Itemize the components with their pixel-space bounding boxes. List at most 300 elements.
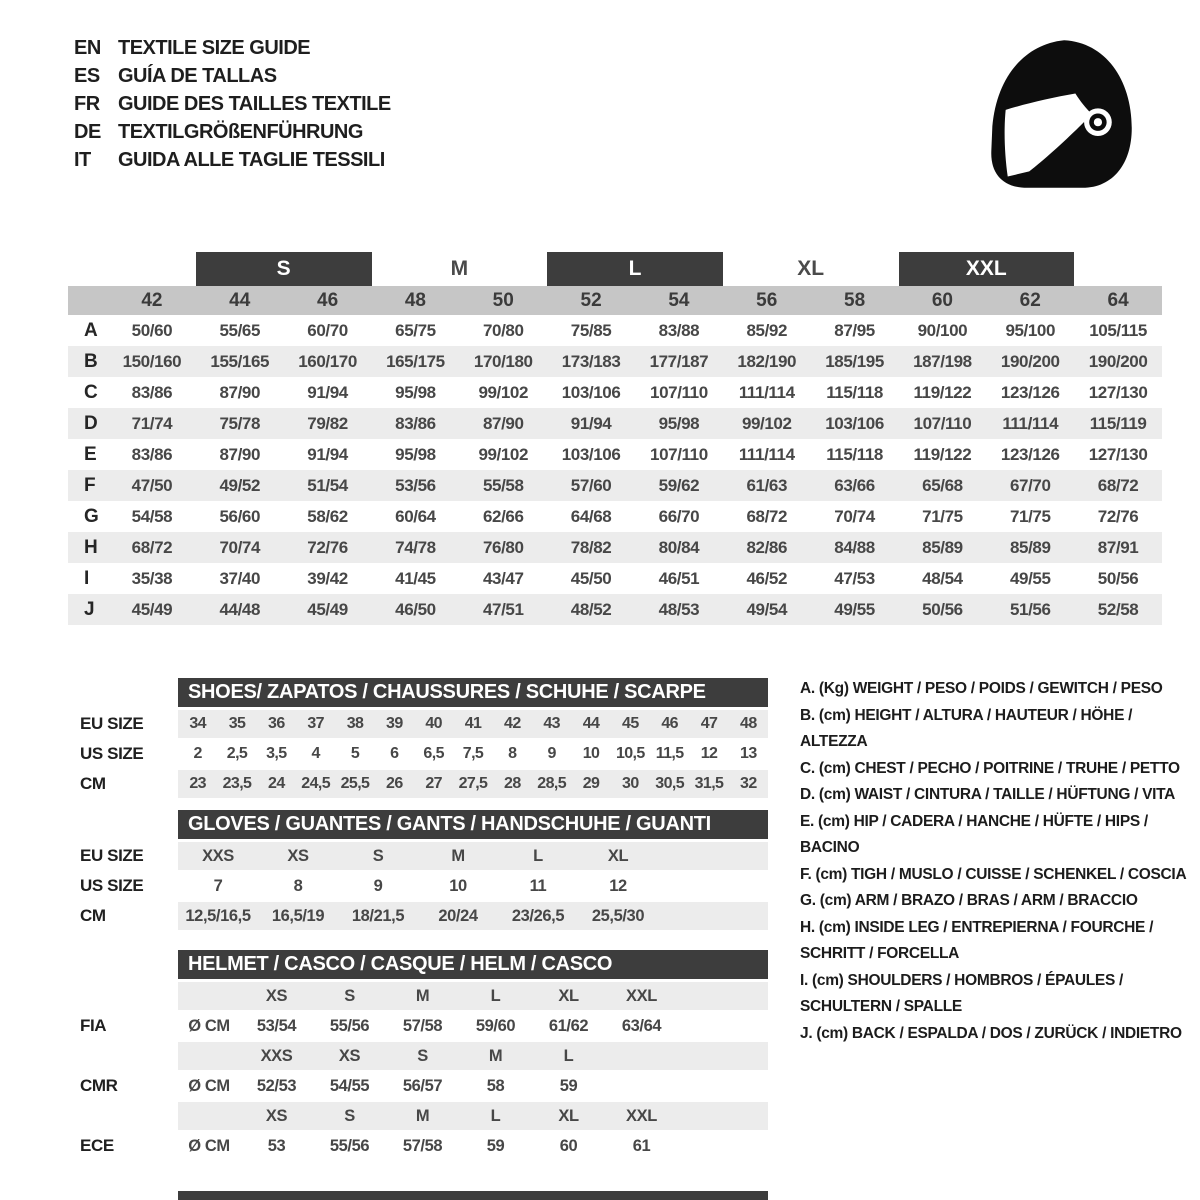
measurement-value: 105/115 [1089, 320, 1147, 340]
legend-item: F. (cm) TIGH / MUSLO / CUISSE / SCHENKEL / COSCIA [800, 865, 1187, 883]
shoe-size-value: 23 [189, 775, 206, 792]
helmet-size-values-grid [178, 1072, 768, 1100]
shoe-size-values-grid [178, 740, 768, 768]
gloves-rows [80, 842, 768, 930]
glove-size-value: 23/26,5 [511, 906, 565, 925]
legend-item: D. (cm) WAIST / CINTURA / TAILLE / HÜFTUNG / VITA [800, 786, 1176, 803]
helmet-size-value: L [563, 1046, 574, 1065]
helmet-size-value: 59/60 [475, 1016, 516, 1035]
measurement-value: 87/91 [1097, 537, 1139, 557]
shoe-size-value: 28,5 [537, 775, 567, 792]
language-row [74, 146, 391, 174]
shoe-size-row-values [178, 770, 768, 798]
measurement-value: 95/98 [395, 382, 436, 402]
textile-size-table [68, 252, 1162, 625]
shoe-size-row [80, 740, 768, 768]
helmet-size-row-label [80, 982, 178, 1010]
measurement-value: 173/183 [561, 351, 621, 371]
measurement-value: 95/98 [395, 444, 436, 464]
numeric-size: 42 [141, 289, 163, 311]
numeric-size: 56 [756, 289, 778, 311]
measurement-value: 79/82 [307, 413, 348, 433]
language-row [74, 90, 391, 118]
helmet-size-value: Ø CM [188, 1076, 230, 1095]
measurement-value: 52/58 [1097, 599, 1139, 619]
measurement-value: 60/70 [307, 320, 348, 340]
measurement-row-label: B [84, 350, 98, 372]
helmet-size-value: XL [558, 986, 579, 1005]
helmet-size-row-label: FIA [80, 1016, 107, 1035]
shoes-rows [80, 710, 768, 798]
helmet-size-value [178, 982, 240, 1010]
helmet-size-value [178, 1042, 240, 1070]
helmet-size-row-values [178, 1042, 768, 1070]
measurement-value: 46/51 [658, 568, 700, 588]
measurement-value: 47/51 [482, 599, 524, 619]
helmet-size-row [80, 1012, 768, 1040]
size-group-m: M [450, 257, 469, 280]
measurement-value: 49/54 [746, 599, 788, 619]
measurement-legend [800, 676, 1200, 1047]
measurement-value: 84/88 [834, 537, 875, 557]
measurement-value: 107/110 [913, 413, 972, 433]
glove-size-row-values [178, 872, 768, 900]
legend-item: E. (cm) HIP / CADERA / HANCHE / HÜFTE / HIPS / BACINO [800, 812, 1148, 856]
helmet-size-values-grid [178, 1102, 768, 1130]
legend-item: A. (Kg) WEIGHT / PESO / POIDS / GEWITCH / PESO [800, 680, 1163, 697]
measurement-value: 66/70 [658, 506, 700, 526]
measurement-value: 107/110 [650, 444, 708, 464]
shoe-size-value: 28 [504, 775, 521, 792]
measurement-value: 46/50 [395, 599, 436, 619]
measurement-value: 83/88 [658, 320, 700, 340]
measurement-value: 62/66 [482, 506, 524, 526]
helmet-size-value: XXS [260, 1046, 293, 1065]
gloves-section [80, 810, 768, 932]
helmet-size-value: L [490, 1106, 501, 1125]
numeric-size: 52 [580, 289, 602, 311]
glove-size-value: 25,5/30 [591, 906, 645, 925]
measurement-value: 51/56 [1009, 599, 1051, 619]
language-code: IT [74, 148, 91, 171]
shoe-size-row [80, 710, 768, 738]
truncated-section-bar [178, 1191, 768, 1200]
shoe-size-value: 10 [582, 745, 600, 762]
measurement-rows [68, 315, 1162, 625]
shoe-size-row [80, 770, 768, 798]
measurement-value: 44/48 [219, 599, 261, 619]
shoe-size-value: 34 [189, 715, 206, 732]
measurement-value: 150/160 [122, 351, 182, 371]
glove-size-value: S [372, 846, 384, 865]
shoe-size-value: 13 [740, 745, 757, 762]
measurement-value: 78/82 [570, 537, 612, 557]
helmet-size-value: 54/55 [329, 1076, 370, 1095]
measurement-value: 60/64 [395, 506, 436, 526]
measurement-value: 91/94 [570, 413, 612, 433]
measurement-row [68, 439, 1162, 470]
glove-size-row [80, 842, 768, 870]
glove-size-value: XXS [202, 846, 234, 865]
measurement-value: 83/86 [395, 413, 436, 433]
shoe-size-value: 9 [547, 745, 556, 762]
language-code: ES [74, 64, 100, 87]
measurement-value: 90/100 [917, 320, 968, 340]
helmet-size-value: 53 [267, 1136, 286, 1155]
measurement-row [68, 315, 1162, 346]
numeric-size: 64 [1107, 289, 1129, 311]
shoe-size-value: 32 [740, 775, 757, 792]
helmet-size-row-label: ECE [80, 1136, 114, 1155]
measurement-value: 45/49 [131, 599, 173, 619]
shoe-size-values-grid [178, 770, 768, 798]
measurement-value: 99/102 [741, 413, 792, 433]
helmet-size-value: S [344, 1106, 355, 1125]
measurement-value: 123/126 [1000, 444, 1060, 464]
helmet-size-value: L [490, 986, 501, 1005]
measurement-value: 190/200 [1000, 351, 1060, 371]
measurement-value: 50/60 [131, 320, 173, 340]
glove-size-row-values [178, 902, 768, 930]
shoe-size-value: 25,5 [340, 775, 370, 792]
language-row [74, 34, 391, 62]
measurement-value: 72/76 [1097, 506, 1139, 526]
shoe-size-value: 36 [268, 715, 285, 732]
measurement-value: 170/180 [473, 351, 533, 371]
helmet-size-value: XXL [626, 1106, 657, 1125]
measurement-value: 35/38 [131, 568, 173, 588]
measurement-value: 45/49 [307, 599, 348, 619]
measurement-value: 111/114 [1002, 413, 1059, 433]
numeric-size: 50 [492, 289, 514, 311]
helmet-size-value: 52/53 [256, 1076, 297, 1095]
measurement-value: 55/58 [482, 475, 524, 495]
measurement-value: 48/54 [922, 568, 963, 588]
measurement-row [68, 563, 1162, 594]
numeric-size: 54 [668, 289, 690, 311]
measurement-value: 67/70 [1009, 475, 1051, 495]
measurement-value: 123/126 [1000, 382, 1060, 402]
measurement-value: 56/60 [219, 506, 261, 526]
shoe-size-value: 44 [582, 715, 600, 732]
measurement-row-label: I [84, 567, 90, 589]
helmet-size-values-grid [178, 982, 768, 1010]
shoe-size-value: 29 [582, 775, 600, 792]
shoe-size-values-grid [178, 710, 768, 738]
measurement-value: 47/50 [131, 475, 173, 495]
measurement-value: 83/86 [131, 444, 173, 464]
measurement-value: 45/50 [570, 568, 612, 588]
legend-item: G. (cm) ARM / BRAZO / BRAS / ARM / BRACCIO [800, 892, 1138, 909]
numeric-size-band [68, 286, 1162, 315]
shoe-size-row-label: EU SIZE [80, 714, 144, 733]
guide-title: GUIDA ALLE TAGLIE TESSILI [118, 148, 385, 171]
measurement-value: 54/58 [131, 506, 173, 526]
helmet-size-row [80, 1042, 768, 1070]
measurement-value: 70/74 [219, 537, 261, 557]
shoe-size-value: 46 [661, 715, 678, 732]
glove-size-value: 8 [293, 876, 303, 895]
measurement-value: 70/74 [834, 506, 875, 526]
measurement-value: 190/200 [1088, 351, 1148, 371]
measurement-value: 68/72 [1097, 475, 1139, 495]
shoe-size-value: 40 [425, 715, 442, 732]
measurement-value: 111/114 [738, 382, 795, 402]
measurement-row [68, 377, 1162, 408]
helmet-size-value: 57/58 [402, 1016, 443, 1035]
helmet-size-value: 53/54 [256, 1016, 297, 1035]
numeric-size: 44 [229, 289, 251, 311]
shoe-size-value: 24,5 [301, 775, 331, 792]
glove-size-value: 11 [529, 876, 547, 895]
measurement-row [68, 470, 1162, 501]
glove-size-value: XL [607, 846, 629, 865]
measurement-row-label: G [84, 505, 99, 527]
helmet-size-value: 57/58 [402, 1136, 443, 1155]
measurement-row [68, 532, 1162, 563]
shoe-size-value: 3,5 [266, 745, 287, 762]
shoe-size-value: 23,5 [222, 775, 252, 792]
helmet-size-row-values [178, 1102, 768, 1130]
measurement-value: 75/78 [219, 413, 261, 433]
helmet-size-row-values [178, 1012, 768, 1040]
shoes-section-header: SHOES/ ZAPATOS / CHAUSSURES / SCHUHE / SCARPE [178, 678, 768, 707]
helmet-section-header: HELMET / CASCO / CASQUE / HELM / CASCO [178, 950, 768, 979]
measurement-value: 83/86 [131, 382, 173, 402]
measurement-row-label: J [84, 598, 95, 620]
measurement-value: 85/89 [1009, 537, 1051, 557]
guide-title: TEXTILE SIZE GUIDE [118, 36, 311, 59]
helmet-size-value: XL [558, 1106, 579, 1125]
measurement-value: 127/130 [1088, 444, 1148, 464]
measurement-value: 115/118 [826, 444, 883, 464]
glove-size-row-label: EU SIZE [80, 846, 144, 865]
helmet-size-value: 61/62 [548, 1016, 589, 1035]
shoe-size-value: 48 [740, 715, 757, 732]
helmet-section [80, 950, 768, 1162]
guide-title: TEXTILGRÖßENFÜHRUNG [118, 120, 363, 143]
helmet-size-value: XS [265, 986, 288, 1005]
measurement-value: 57/60 [570, 475, 612, 495]
helmet-size-value: XXL [626, 986, 657, 1005]
glove-size-value: 20/24 [438, 906, 478, 925]
measurement-value: 182/190 [737, 351, 797, 371]
size-group-xxl: XXL [899, 252, 1075, 286]
measurement-value: 65/68 [922, 475, 963, 495]
shoe-size-value: 7,5 [462, 745, 484, 762]
helmet-size-row-label [80, 1042, 178, 1070]
shoe-size-value: 35 [228, 715, 246, 732]
helmet-size-row [80, 1072, 768, 1100]
measurement-value: 87/95 [834, 320, 875, 340]
measurement-value: 155/165 [210, 351, 270, 371]
helmet-size-value: 59 [559, 1076, 578, 1095]
helmet-size-values-grid [178, 1012, 768, 1040]
shoe-size-value: 4 [311, 745, 320, 762]
measurement-value: 95/98 [658, 413, 700, 433]
measurement-value: 55/65 [219, 320, 261, 340]
helmet-size-row-values [178, 982, 768, 1010]
racing-helmet-icon [978, 32, 1142, 196]
helmet-size-row-values [178, 1132, 768, 1160]
glove-size-row-label: US SIZE [80, 876, 144, 895]
measurement-value: 68/72 [131, 537, 173, 557]
measurement-value: 99/102 [478, 444, 529, 464]
glove-size-row-values [178, 842, 768, 870]
numeric-size: 46 [317, 289, 339, 311]
measurement-row-label: E [84, 443, 97, 465]
helmet-size-value: 58 [486, 1076, 505, 1095]
shoe-size-value: 43 [543, 715, 560, 732]
helmet-size-value: S [417, 1046, 428, 1065]
guide-title: GUÍA DE TALLAS [118, 64, 277, 87]
language-code: FR [74, 92, 100, 115]
measurement-value: 41/45 [395, 568, 436, 588]
measurement-value: 103/106 [561, 444, 621, 464]
helmet-size-value: Ø CM [188, 1016, 230, 1035]
shoe-size-value: 47 [700, 715, 718, 732]
shoe-size-value: 30 [622, 775, 639, 792]
shoes-section [80, 678, 768, 800]
gloves-section-header: GLOVES / GUANTES / GANTS / HANDSCHUHE / GUANTI [178, 810, 768, 839]
shoe-size-value: 8 [508, 745, 517, 762]
measurement-value: 99/102 [478, 382, 529, 402]
shoe-size-value: 37 [307, 715, 324, 732]
measurement-value: 50/56 [1097, 568, 1139, 588]
glove-size-values-grid [178, 902, 768, 930]
measurement-value: 75/85 [570, 320, 612, 340]
helmet-rows [80, 982, 768, 1160]
measurement-value: 127/130 [1088, 382, 1148, 402]
glove-size-value: 18/21,5 [351, 906, 405, 925]
measurement-value: 53/56 [395, 475, 436, 495]
measurement-value: 160/170 [298, 351, 357, 371]
measurement-row-label: H [84, 536, 98, 558]
measurement-value: 49/55 [1009, 568, 1051, 588]
helmet-size-value: M [415, 986, 430, 1005]
measurement-value: 71/75 [1009, 506, 1051, 526]
numeric-size: 62 [1019, 289, 1041, 311]
helmet-size-values-grid [178, 1132, 768, 1160]
language-code: DE [74, 120, 101, 143]
helmet-size-value [178, 1102, 240, 1130]
shoe-size-value: 5 [350, 745, 360, 762]
measurement-value: 37/40 [219, 568, 261, 588]
language-title-block [74, 34, 391, 174]
measurement-value: 46/52 [746, 568, 788, 588]
measurement-value: 51/54 [307, 475, 348, 495]
shoe-size-row-values [178, 740, 768, 768]
measurement-value: 71/75 [922, 506, 963, 526]
legend-item: B. (cm) HEIGHT / ALTURA / HAUTEUR / HÖHE / ALTEZZA [800, 706, 1133, 750]
measurement-value: 80/84 [658, 537, 700, 557]
measurement-value: 82/86 [746, 537, 788, 557]
measurement-row [68, 408, 1162, 439]
glove-size-values-grid [178, 872, 768, 900]
shoe-size-value: 42 [504, 715, 521, 732]
shoe-size-value: 10,5 [615, 745, 645, 762]
glove-size-value: 12,5/16,5 [185, 906, 251, 925]
measurement-value: 107/110 [650, 382, 708, 402]
shoe-size-value: 6 [390, 745, 399, 762]
measurement-value: 48/53 [658, 599, 700, 619]
helmet-size-value: Ø CM [188, 1136, 230, 1155]
shoe-size-value: 27,5 [458, 775, 488, 792]
helmet-size-value: 56/57 [402, 1076, 443, 1095]
measurement-value: 103/106 [825, 413, 884, 433]
language-code: EN [74, 36, 101, 59]
shoe-size-value: 45 [622, 715, 639, 732]
measurement-value: 111/114 [738, 444, 795, 464]
glove-size-values-grid [178, 842, 768, 870]
measurement-row [68, 501, 1162, 532]
measurement-value: 70/80 [482, 320, 524, 340]
measurement-value: 87/90 [482, 413, 524, 433]
helmet-size-row-label [80, 1102, 178, 1130]
measurement-value: 85/92 [746, 320, 788, 340]
glove-size-value: L [533, 846, 543, 865]
measurement-value: 39/42 [307, 568, 348, 588]
shoe-size-value: 24 [268, 775, 285, 792]
measurement-value: 119/122 [913, 444, 972, 464]
helmet-size-value: 55/56 [329, 1136, 370, 1155]
measurement-row [68, 346, 1162, 377]
measurement-value: 49/55 [834, 599, 875, 619]
measurement-row-label: F [84, 474, 96, 496]
helmet-size-values-grid [178, 1042, 768, 1070]
shoe-size-value: 39 [386, 715, 403, 732]
helmet-size-row [80, 1102, 768, 1130]
numeric-size: 48 [404, 289, 426, 311]
size-group-s: S [196, 252, 372, 286]
shoe-size-value: 11,5 [655, 745, 684, 762]
size-group-l: L [547, 252, 723, 286]
measurement-value: 115/118 [826, 382, 883, 402]
helmet-size-value: XS [265, 1106, 288, 1125]
helmet-size-value: M [415, 1106, 430, 1125]
measurement-row [68, 594, 1162, 625]
guide-title: GUIDE DES TAILLES TEXTILE [118, 92, 391, 115]
helmet-size-value: XS [338, 1046, 361, 1065]
shoe-size-value: 26 [386, 775, 403, 792]
helmet-size-value: S [344, 986, 355, 1005]
measurement-value: 87/90 [219, 382, 261, 402]
legend-item: J. (cm) BACK / ESPALDA / DOS / ZURÜCK / INDIETRO [800, 1024, 1182, 1042]
measurement-value: 43/47 [482, 568, 524, 588]
size-group-xl: XL [797, 257, 825, 280]
size-band-spacer [68, 286, 108, 315]
language-row [74, 118, 391, 146]
measurement-value: 177/187 [649, 351, 709, 371]
helmet-size-row-values [178, 1072, 768, 1100]
language-row [74, 62, 391, 90]
legend-item: I. (cm) SHOULDERS / HOMBROS / ÉPAULES / SCHULTERN / SPALLE [800, 971, 1124, 1015]
shoe-size-value: 31,5 [694, 775, 724, 792]
measurement-value: 85/89 [922, 537, 963, 557]
measurement-value: 68/72 [746, 506, 788, 526]
measurement-value: 63/66 [834, 475, 875, 495]
measurement-value: 64/68 [570, 506, 612, 526]
measurement-value: 47/53 [834, 568, 875, 588]
glove-size-value: 7 [213, 876, 223, 895]
size-group-header-row [68, 252, 1162, 286]
helmet-size-value: 61 [632, 1136, 651, 1155]
shoe-size-value: 12 [700, 745, 718, 762]
numeric-size: 60 [931, 289, 953, 311]
measurement-value: 65/75 [395, 320, 436, 340]
shoe-size-value: 27 [425, 775, 442, 792]
shoe-size-value: 41 [464, 715, 482, 732]
